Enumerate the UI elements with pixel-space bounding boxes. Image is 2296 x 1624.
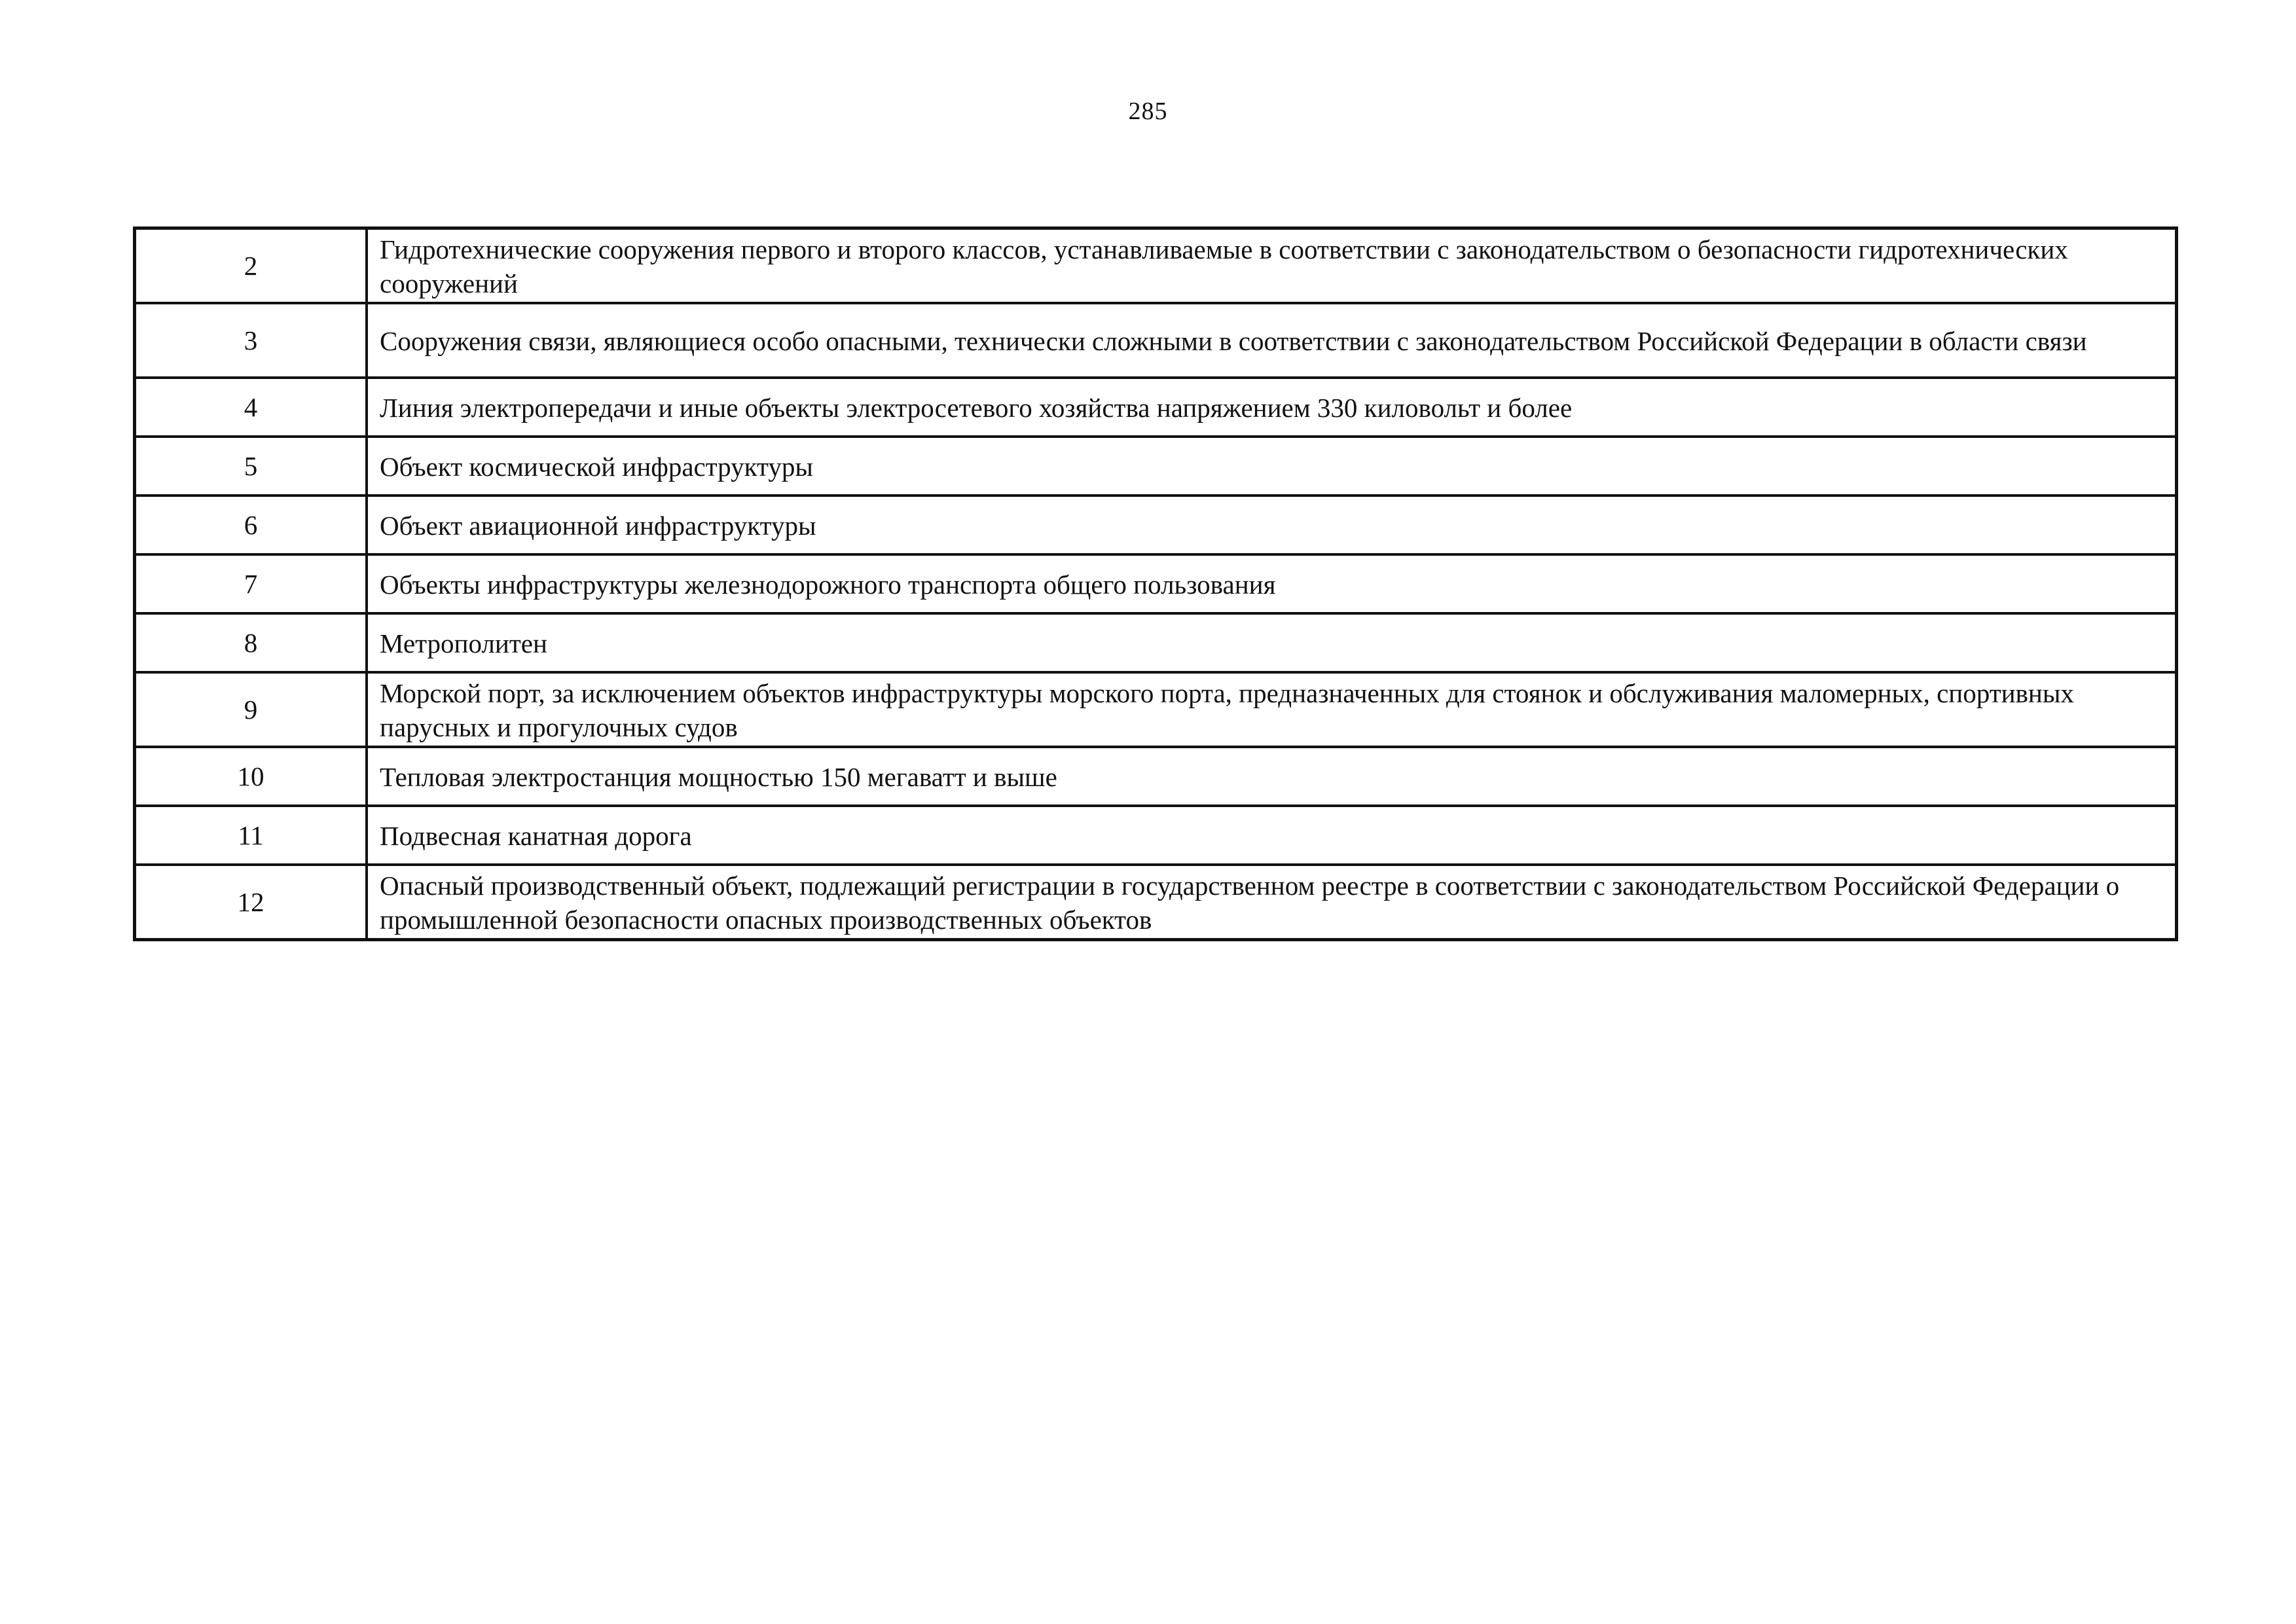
table-row [135,303,2177,378]
row-number: 10 [135,747,367,806]
row-number: 6 [135,496,367,554]
row-number: 12 [135,865,367,940]
row-description: Тепловая электростанция мощностью 150 мегаватт и выше [367,747,2177,806]
row-description: Метрополитен [367,613,2177,672]
row-number: 8 [135,613,367,672]
objects-table [133,226,2178,941]
table-row [135,672,2177,747]
row-number: 2 [135,228,367,304]
row-number: 9 [135,672,367,747]
row-number: 7 [135,554,367,613]
row-description: Гидротехнические сооружения первого и второго классов, устанавливаемые в соответствии с законодательством о безопасности гидротехнических сооружений [367,228,2177,304]
row-description: Подвесная канатная дорога [367,806,2177,865]
row-number: 5 [135,437,367,496]
page-number: 285 [1128,98,1168,125]
row-description: Сооружения связи, являющиеся особо опасными, технически сложными в соответствии с законодательством Российской Федерации в области связи [367,303,2177,378]
row-number: 3 [135,303,367,378]
table-row [135,378,2177,437]
row-description: Линия электропередачи и иные объекты электросетевого хозяйства напряжением 330 киловольт и более [367,378,2177,437]
table-row [135,437,2177,496]
row-number: 11 [135,806,367,865]
table-row [135,865,2177,940]
table-row [135,747,2177,806]
row-description: Морской порт, за исключением объектов инфраструктуры морского порта, предназначенных для стоянок и обслуживания маломерных, спортивных парусных и прогулочных судов [367,672,2177,747]
table-row [135,228,2177,304]
table-row [135,613,2177,672]
row-number: 4 [135,378,367,437]
row-description: Объект авиационной инфраструктуры [367,496,2177,554]
table-row [135,806,2177,865]
table-row [135,554,2177,613]
row-description: Объект космической инфраструктуры [367,437,2177,496]
row-description: Объекты инфраструктуры железнодорожного транспорта общего пользования [367,554,2177,613]
table-row [135,496,2177,554]
row-description: Опасный производственный объект, подлежащий регистрации в государственном реестре в соответствии с законодательством Российской Федерации о промышленной безопасности опасных производственных объектов [367,865,2177,940]
